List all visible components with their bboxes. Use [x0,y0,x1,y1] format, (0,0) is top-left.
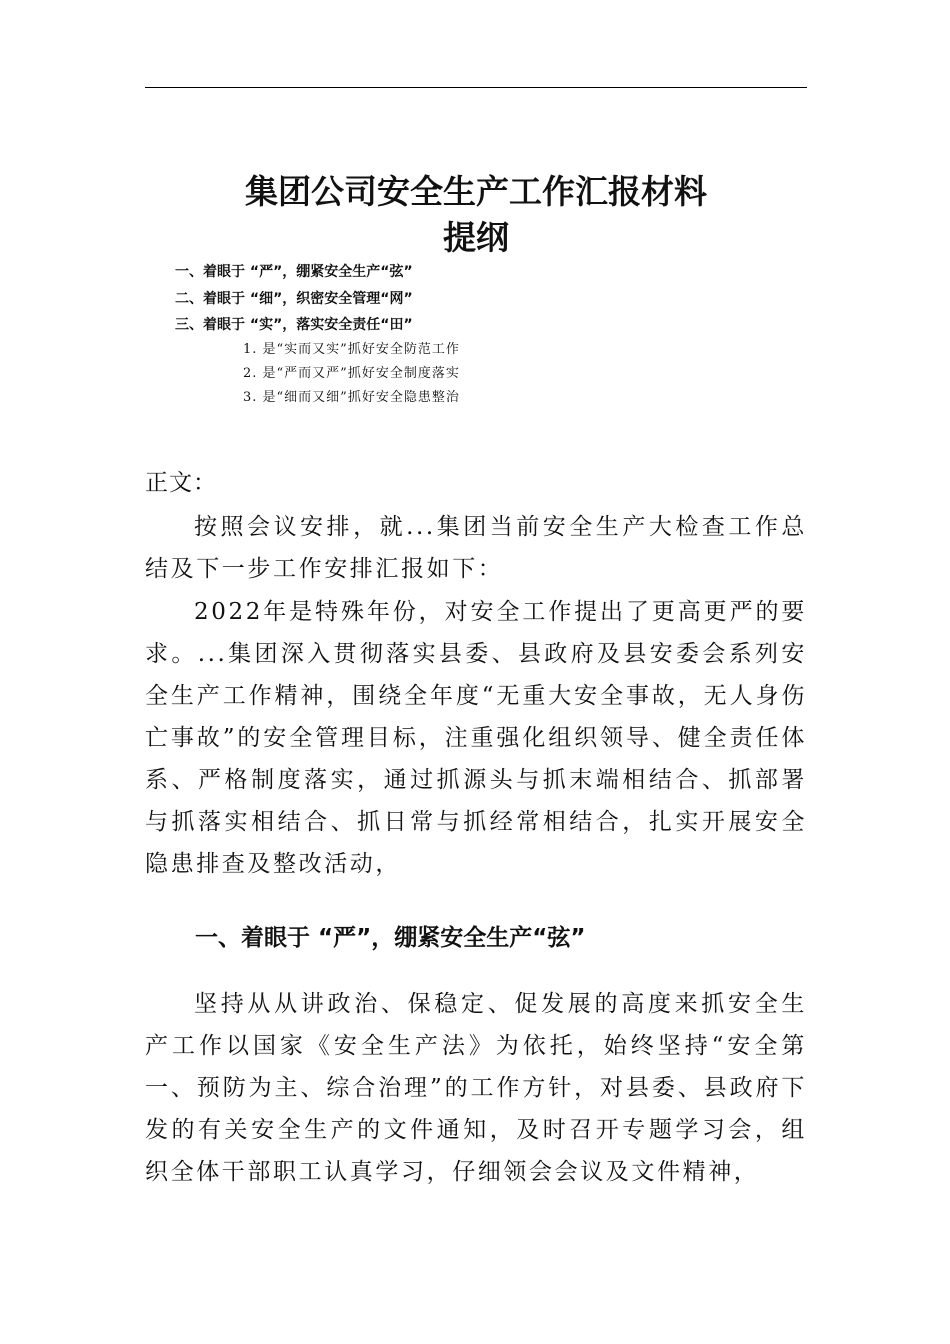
header-rule [145,87,807,88]
paragraph-section-1: 坚持从从讲政治、保稳定、促发展的高度来抓安全生产工作以国家《安全生产法》为依托，始终坚持“安全第一、预防为主、综合治理”的工作方针，对县委、县政府下发的有关安全生产的文件通知，及时召开专题学习会，组织全体干部职工认真学习，仔细领会会议及文件精神， [145,991,807,1185]
body-label: 正文： [145,470,217,496]
document-title: 集团公司安全生产工作汇报材料 [245,172,707,211]
paragraph-summary: 2022年是特殊年份，对安全工作提出了更高更严的要求。...集团深入贯彻落实县委、县政府及县安委会系列安全生产工作精神，围绕全年度“无重大安全事故，无人身伤亡事故”的安全管理目标，注重强化组织领导、健全责任体系、严格制度落实，通过抓源头与抓末端相结合、抓部署与抓落实相结合、抓日常与抓经常相结合，扎实开展安全隐患排查及整改活动， [145,599,807,877]
outline-item-1: 一、着眼于 “严”，绷紧安全生产“弦” [175,264,413,280]
paragraph-intro: 按照会议安排，就...集团当前安全生产大检查工作总结及下一步工作安排汇报如下： [145,514,807,582]
outline-subitem-1: 1. 是“实而又实”抓好安全防范工作 [243,342,460,357]
document-title-subtitle: 提纲 [443,218,509,257]
outline-item-2: 二、着眼于 “细”，织密安全管理“网” [175,291,413,307]
outline-subitem-2: 2. 是“严而又严”抓好安全制度落实 [243,366,460,381]
outline-item-3: 三、着眼于 “实”，落实安全责任“田” [175,317,413,333]
outline-subitem-3: 3. 是“细而又细”抓好安全隐患整治 [243,390,460,405]
section-heading-1: 一、着眼于 “严”，绷紧安全生产“弦” [195,925,586,951]
